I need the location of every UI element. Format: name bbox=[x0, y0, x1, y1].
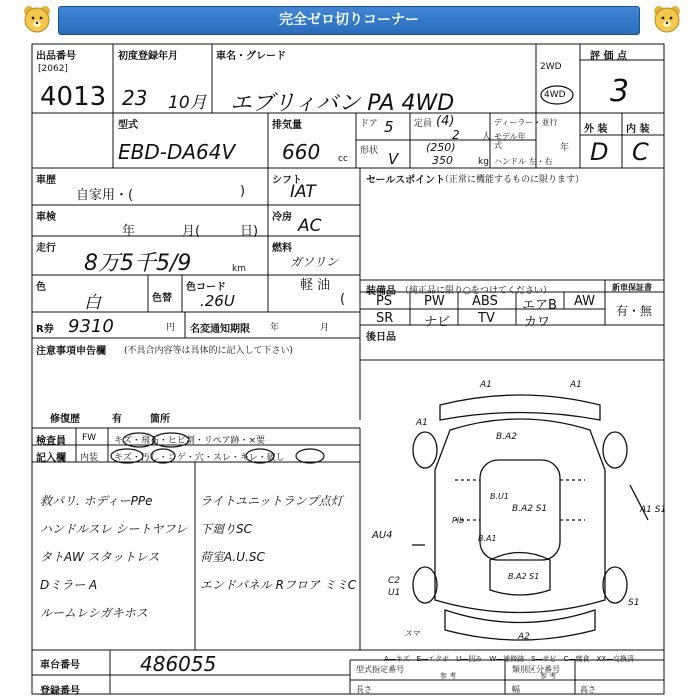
mileage: 8万5千5/9 bbox=[84, 251, 192, 276]
damage-mark: B.A1 bbox=[478, 534, 497, 543]
drive-4wd: 4WD bbox=[544, 90, 566, 100]
equip-tv: TV bbox=[478, 311, 495, 326]
disp: 660 bbox=[282, 140, 321, 164]
form-a: 型式指定番号 bbox=[356, 665, 404, 674]
load: (250) bbox=[426, 141, 456, 154]
damage-mark: A1 S1 bbox=[640, 505, 667, 515]
car-damage-diagram bbox=[412, 395, 648, 640]
mileage-label: 走行 bbox=[36, 243, 56, 254]
shape-label: 形状 bbox=[360, 146, 379, 156]
yen: 円 bbox=[166, 323, 176, 333]
ac: AC bbox=[298, 216, 322, 236]
ins-fw: FW bbox=[82, 433, 97, 443]
inspect-month: 月( bbox=[182, 224, 201, 239]
damage-mark: A1 bbox=[570, 380, 582, 390]
model-label: 型式 bbox=[118, 120, 138, 131]
repair-label: 修復歴 bbox=[50, 414, 80, 425]
shift-label: シフト bbox=[272, 175, 302, 186]
load2: 350 bbox=[432, 154, 453, 167]
drive-2wd: 2WD bbox=[540, 62, 562, 72]
code: .26U bbox=[200, 292, 235, 310]
reg-label: 初度登録年月 bbox=[118, 51, 178, 62]
inspect-year: 年 bbox=[122, 224, 136, 239]
ac-label: 冷房 bbox=[272, 212, 292, 223]
damage-mark: S1 bbox=[628, 598, 640, 608]
use-label: 車歴 bbox=[36, 175, 56, 186]
cap2: 2 bbox=[452, 128, 460, 142]
meter-year: 年 bbox=[270, 323, 280, 333]
note-line-right: ライトユニットランプ点灯 bbox=[200, 494, 343, 508]
disp-unit: cc bbox=[338, 154, 348, 164]
reg-number-label: 登録番号 bbox=[40, 686, 80, 697]
fuel-label: 燃料 bbox=[272, 243, 292, 254]
warranty: 有・無 bbox=[616, 304, 653, 318]
score-label: 評 価 点 bbox=[590, 51, 627, 62]
warranty-label: 新車保証書 bbox=[612, 283, 652, 292]
damage-mark: U1 bbox=[388, 588, 401, 598]
len-label: 長さ bbox=[356, 685, 372, 694]
equip-sub: （純正品に限り○をつけてください） bbox=[400, 286, 552, 296]
use-close: ) bbox=[240, 184, 246, 199]
damage-mark: B.U1 bbox=[490, 492, 509, 501]
damage-mark: スマ bbox=[404, 629, 420, 638]
plate: 486055 bbox=[140, 652, 217, 676]
recycle-label: R券 bbox=[36, 324, 54, 335]
code-label: 色コード bbox=[186, 282, 226, 293]
equip-navi: ナビ bbox=[424, 315, 451, 330]
note-line: ハンドルスレ シートヤフレ bbox=[40, 522, 187, 536]
ext-label: 外 装 bbox=[584, 124, 608, 135]
notes-sub: (不具合内容等は具体的に記入して下さい) bbox=[124, 346, 294, 356]
int-grade: C bbox=[632, 138, 649, 166]
rec-label: 記入欄 bbox=[36, 453, 66, 464]
equip-pw: PW bbox=[424, 294, 445, 309]
fuel-paren: ( bbox=[340, 292, 346, 307]
color-label: 色 bbox=[36, 282, 46, 293]
equip-sr: SR bbox=[376, 311, 394, 326]
fuel-diesel: 軽 油 bbox=[300, 278, 331, 293]
note-line: Dミラー A bbox=[40, 578, 98, 592]
lot-sub: [2062] bbox=[38, 64, 68, 74]
inspect-label: 車検 bbox=[36, 212, 56, 223]
equip-title: 装備品 bbox=[366, 286, 396, 297]
ins-items: キズ・飛石・ヒビ割・リペア跡・×要 bbox=[114, 436, 266, 446]
equip-abs: ABS bbox=[472, 294, 498, 309]
notes-label: 注意事項申告欄 bbox=[36, 346, 106, 357]
damage-mark: B.A2 S1 bbox=[512, 504, 548, 514]
cap-label: 定員 bbox=[414, 119, 433, 129]
color: 白 bbox=[84, 293, 101, 313]
reg-month: 10月 bbox=[168, 93, 207, 113]
ins-label: 検査員 bbox=[36, 436, 66, 447]
note-line-right: 荷室A.U.SC bbox=[200, 550, 265, 564]
int-label: 内 装 bbox=[626, 124, 650, 135]
recycle: 9310 bbox=[68, 316, 114, 337]
damage-mark: A1 bbox=[416, 418, 428, 428]
hei-label: 高さ bbox=[580, 685, 596, 694]
wid-label: 幅 bbox=[512, 685, 520, 694]
shape: V bbox=[388, 150, 399, 168]
disp-label: 排気量 bbox=[272, 120, 302, 131]
model: EBD-DA64V bbox=[118, 140, 236, 164]
damage-mark: A2 bbox=[518, 632, 530, 642]
door: 5 bbox=[384, 118, 394, 136]
damage-mark: B.A2 S1 bbox=[508, 572, 540, 581]
car-label: 車名・グレード bbox=[216, 51, 286, 62]
cap-unit: 人 bbox=[482, 132, 492, 142]
lot-number: 4013 bbox=[40, 82, 107, 112]
seat-label: 後日品 bbox=[366, 332, 396, 343]
sales-sub: （正常に機能するものに限ります） bbox=[440, 175, 585, 185]
rec-items: キズ・汚し・コゲ・穴・スレ・キレ・破し bbox=[114, 453, 285, 463]
equip-airbag: エアB bbox=[522, 298, 557, 313]
legend: A―キズ E―エクボ U―凹み W―補修跡 S―サビ C―腐食 XX―交換済 bbox=[384, 655, 635, 663]
plate-label: 車台番号 bbox=[40, 660, 80, 671]
damage-mark: B.A2 bbox=[496, 432, 517, 442]
damage-mark: C2 bbox=[388, 576, 401, 586]
meter-month: 月 bbox=[320, 323, 330, 333]
note-line: タトAW スタットレス bbox=[40, 550, 160, 564]
year-unit: 年 bbox=[560, 143, 570, 153]
reg-year: 23 bbox=[122, 86, 148, 110]
score: 3 bbox=[610, 74, 630, 109]
dealer-label: ディーラー・並行 bbox=[494, 118, 558, 127]
rec-interior: 内装 bbox=[80, 453, 99, 463]
load-unit: kg bbox=[478, 157, 489, 167]
cap: (4) bbox=[436, 114, 455, 129]
banner-title: 完全ゼロ切りコーナー bbox=[58, 6, 640, 35]
repair-place: 箇所 bbox=[150, 414, 170, 425]
use: 自家用・( bbox=[76, 188, 134, 203]
repair-val: 有 bbox=[112, 414, 122, 425]
form-b: 類別区分番号 bbox=[512, 665, 560, 674]
ext-grade: D bbox=[590, 138, 609, 166]
handle-label: ハンドル 左・右 bbox=[494, 157, 553, 166]
note-line-right: エンドパネル Rフロア ミミC bbox=[200, 578, 357, 592]
door-label: ドア bbox=[360, 119, 378, 129]
damage-mark: A1 bbox=[480, 380, 492, 390]
equip-leather: カワ bbox=[524, 315, 551, 330]
note-line: 救パリ. ホディーPPe bbox=[40, 494, 153, 508]
note-line-right: 下廻りSC bbox=[200, 522, 252, 536]
damage-mark: AU4 bbox=[372, 530, 393, 541]
car-name: エブリィバン PA 4WD bbox=[230, 91, 455, 116]
recolor-label: 色替 bbox=[152, 293, 172, 304]
sales-title: セールスポイント bbox=[366, 175, 446, 186]
lot-label: 出品番号 bbox=[36, 51, 76, 62]
fuel-gasoline: ガソリン bbox=[290, 255, 339, 269]
damage-mark: Pib bbox=[452, 516, 465, 525]
mileage-unit: km bbox=[232, 264, 246, 274]
model-year-label: モデル年式 bbox=[494, 132, 526, 150]
ref2: 参 考 bbox=[540, 672, 557, 680]
ref1: 参 考 bbox=[440, 672, 457, 680]
meter-label: 名変通知期限 bbox=[190, 324, 250, 335]
inspect-day: 日) bbox=[240, 224, 259, 239]
shift: IAT bbox=[290, 182, 316, 202]
note-line: ルームレシガキホス bbox=[40, 606, 148, 620]
equip-aw: AW bbox=[574, 294, 596, 309]
equip-ps: PS bbox=[376, 294, 393, 309]
